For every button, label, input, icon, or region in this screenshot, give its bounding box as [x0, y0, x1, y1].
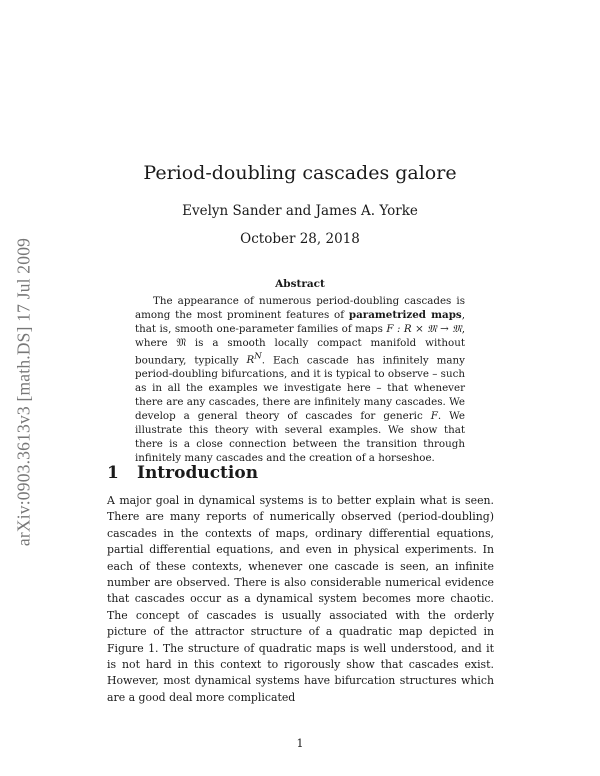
paper-authors: Evelyn Sander and James A. Yorke — [182, 203, 418, 219]
section-title: Introduction — [137, 463, 259, 483]
section-number: 1 — [107, 463, 119, 483]
abstract-math — [246, 354, 261, 366]
abstract-math: 𝔐 — [176, 337, 186, 349]
abstract-text: . We illustrate this theory with several examples. We show that there is a close connection between the transition through infinitely many cascades and the creation of a horseshoe. — [135, 410, 465, 465]
paper-date: October 28, 2018 — [240, 231, 360, 247]
rn-base: R — [246, 354, 255, 367]
arxiv-stamp — [13, 212, 35, 572]
abstract-heading: Abstract — [275, 278, 325, 290]
arxiv-stamp-text: arXiv:0903.3613v3 [math.DS] 17 Jul 2009 — [13, 237, 34, 547]
abstract-math: F : R × 𝔐 → 𝔐 — [386, 323, 462, 335]
paper-title: Period-doubling cascades galore — [143, 162, 457, 184]
abstract-text: is a smooth locally compact manifold without boundary, typically — [135, 337, 465, 367]
abstract-text: , where — [135, 323, 465, 349]
introduction-body: A major goal in dynamical systems is to better explain what is seen. There are many reports of numerically observed (period-doubling) cascades in the contexts of maps, ordinary differential equations, partial differential equations, and even in physical experiments. In each of these contexts, whenever one cascade is seen, an infinite number are observed. There is also considerable numerical evidence that cascades occur as a dynamical system becomes more chaotic. The concept of cascades is usually associated with the orderly picture of the attractor structure of a quadratic map depicted in Figure 1. The structure of quadratic maps is well understood, and it is not hard in this context to rigorously show that cascades exist. However, most dynamical systems have bifurcation structures which are a good deal more complicated — [107, 494, 494, 704]
page-number: 1 — [296, 737, 304, 750]
abstract-text: . Each cascade has infinitely many period-doubling bifurcations, and it is typical to observe – such as in all the examples we investigate here – that whenever there are any cascades, there are infinitely many cascades. We develop a general theory of cascades for generic — [135, 354, 465, 423]
abstract-text: , that is, smooth one-parameter families of maps — [135, 309, 465, 335]
section-heading-introduction — [107, 463, 258, 483]
abstract-text: The appearance of numerous period-doubling cascades is among the most prominent features of — [135, 295, 465, 321]
abstract-math: F — [430, 410, 438, 423]
rn-exponent: N — [254, 352, 262, 362]
abstract-body — [135, 294, 465, 465]
abstract-bold-term: parametrized maps — [348, 309, 462, 321]
